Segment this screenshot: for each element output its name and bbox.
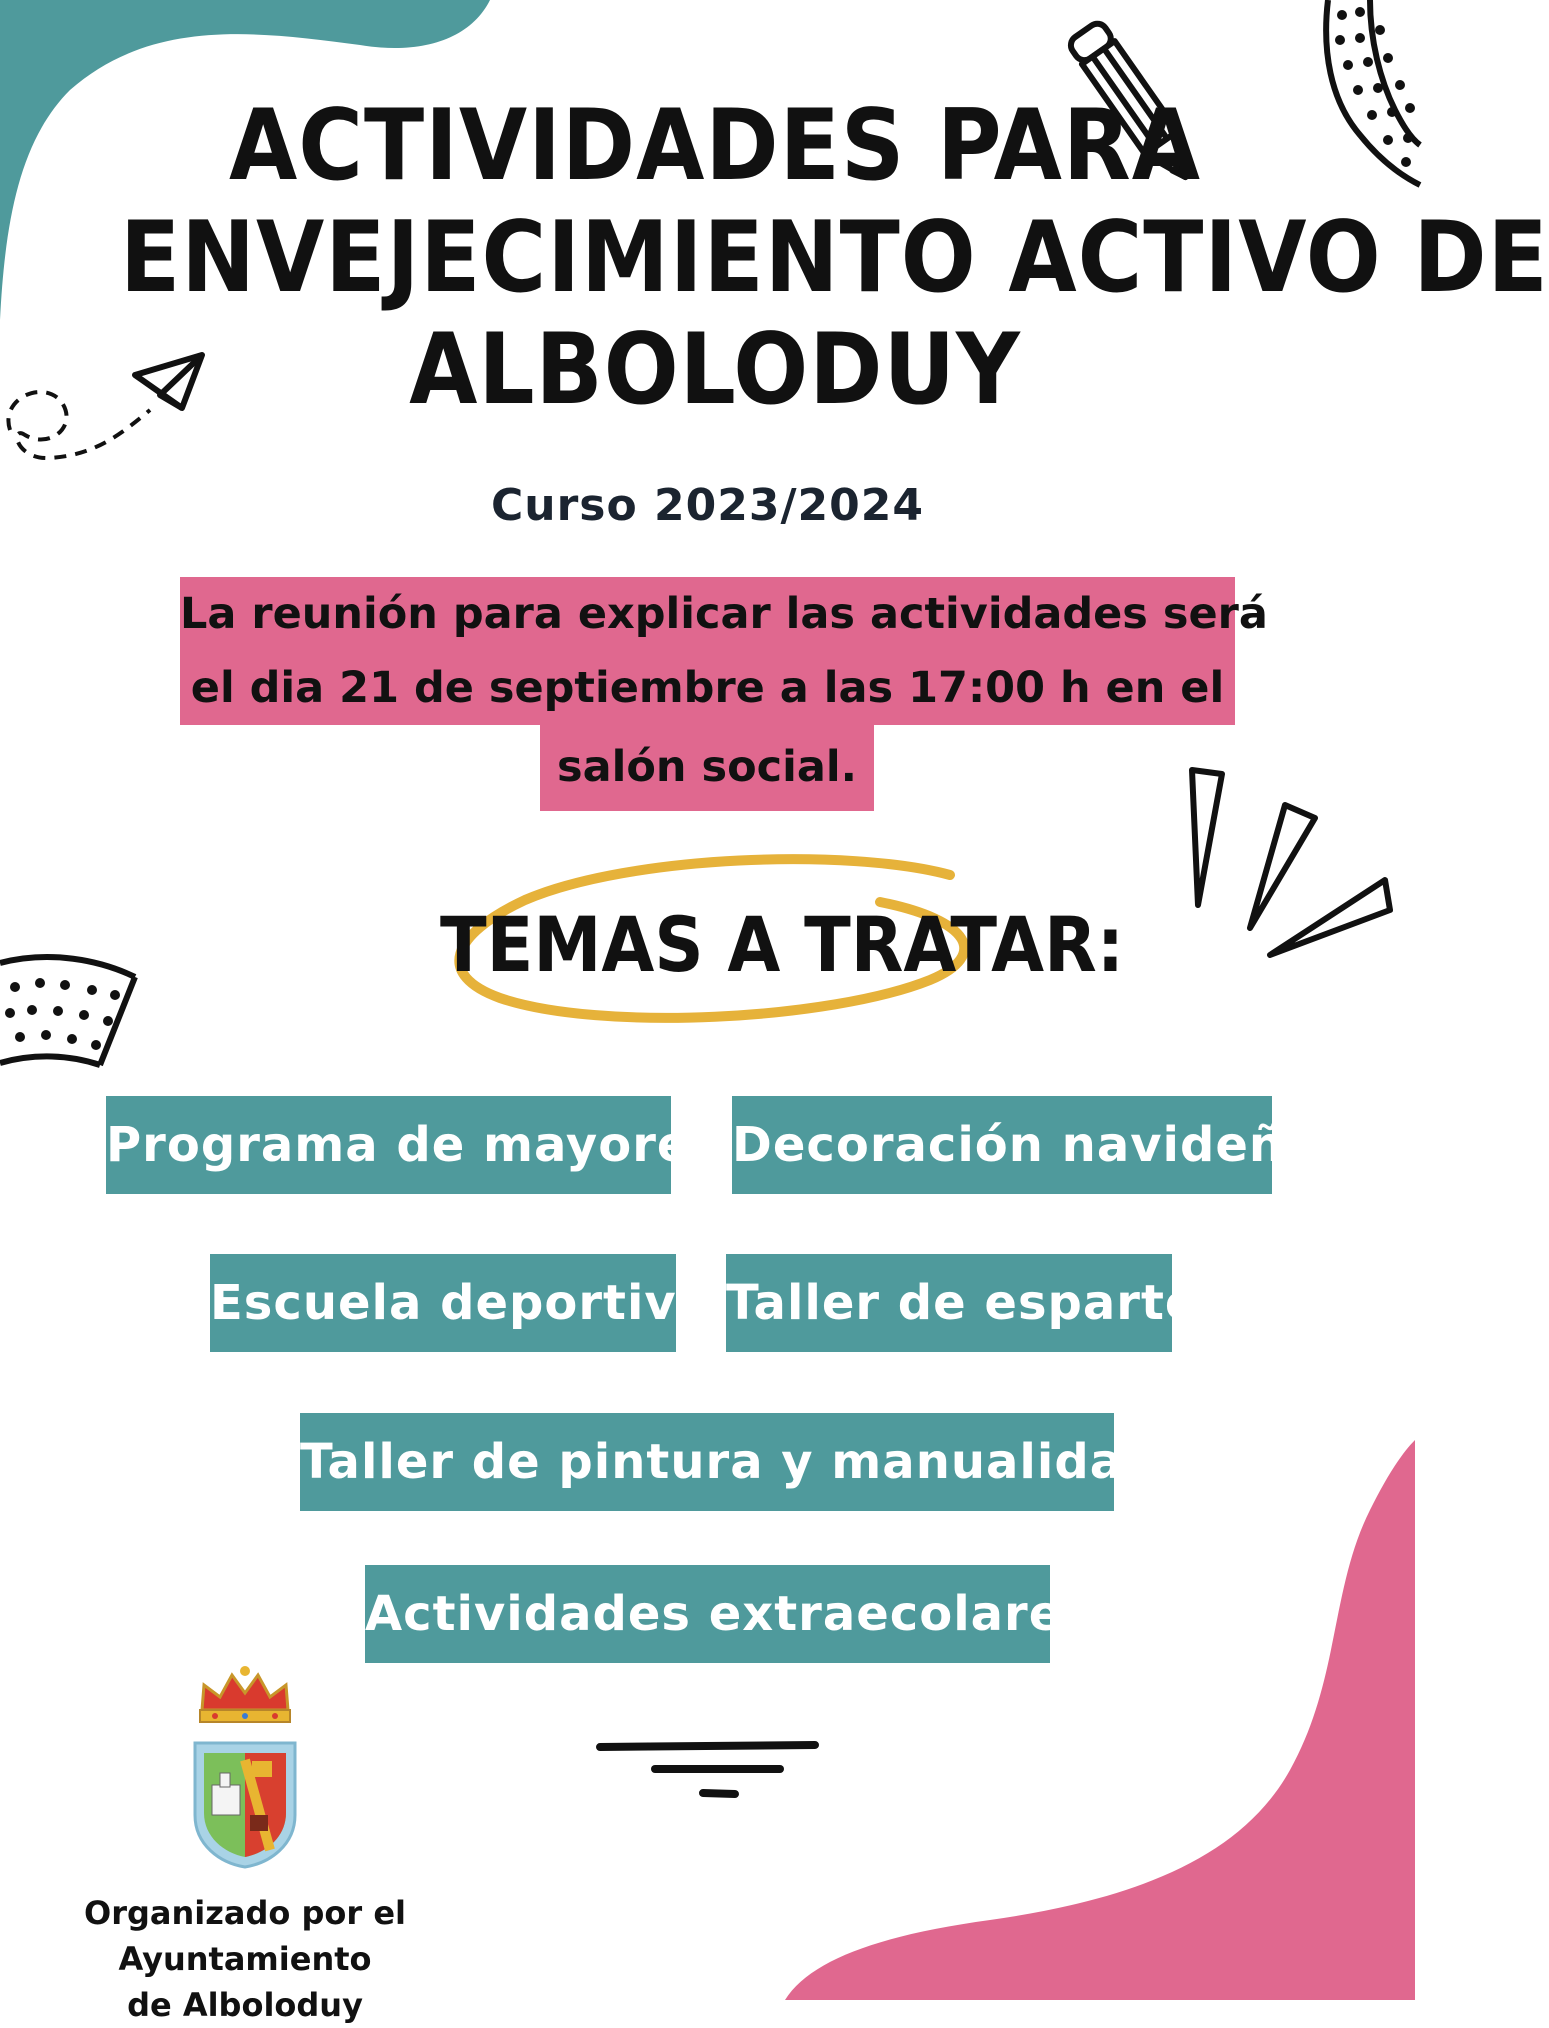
coat-of-arms-icon — [190, 1665, 300, 1870]
topics-heading: TEMAS A TRATAR: — [440, 900, 1125, 989]
topic-programa-de-mayores: Programa de mayores — [106, 1096, 671, 1194]
topic-taller-de-esparto: Taller de esparto — [726, 1254, 1172, 1352]
sparkle-strokes — [1180, 760, 1395, 965]
poster-title — [120, 89, 1549, 427]
meeting-line-2: el dia 21 de septiembre a las 17:00 h en el — [180, 651, 1235, 725]
pink-corner-blob — [770, 1440, 1415, 2000]
topic-escuela-deportiva: Escuela deportiva — [210, 1254, 676, 1352]
title-line-1: ACTIVIDADES PARA — [229, 89, 1201, 203]
decorative-underlines — [595, 1735, 825, 1805]
topic-taller-de-pintura: Taller de pintura y manualidades — [300, 1413, 1114, 1511]
dotted-stripe-top-right — [1310, 0, 1420, 200]
topic-actividades-extraescolares: Actividades extraecolares — [365, 1565, 1050, 1663]
organizer-line-1: Organizado por el Ayuntamiento — [84, 1894, 406, 1978]
title-line-2: ENVEJECIMIENTO ACTIVO DE — [120, 201, 1549, 315]
dotted-stripe-left — [0, 955, 140, 1075]
meeting-line-1: La reunión para explicar las actividades será — [180, 577, 1235, 651]
organizer-line-2: de Alboloduy — [127, 1986, 363, 2024]
course-year: Curso 2023/2024 — [490, 480, 925, 531]
organizer-credit — [0, 1890, 490, 2028]
topic-decoracion-navidena: Decoración navideña — [732, 1096, 1272, 1194]
meeting-line-3: salón social. — [540, 725, 874, 811]
title-line-3: ALBOLODUY — [409, 313, 1021, 427]
